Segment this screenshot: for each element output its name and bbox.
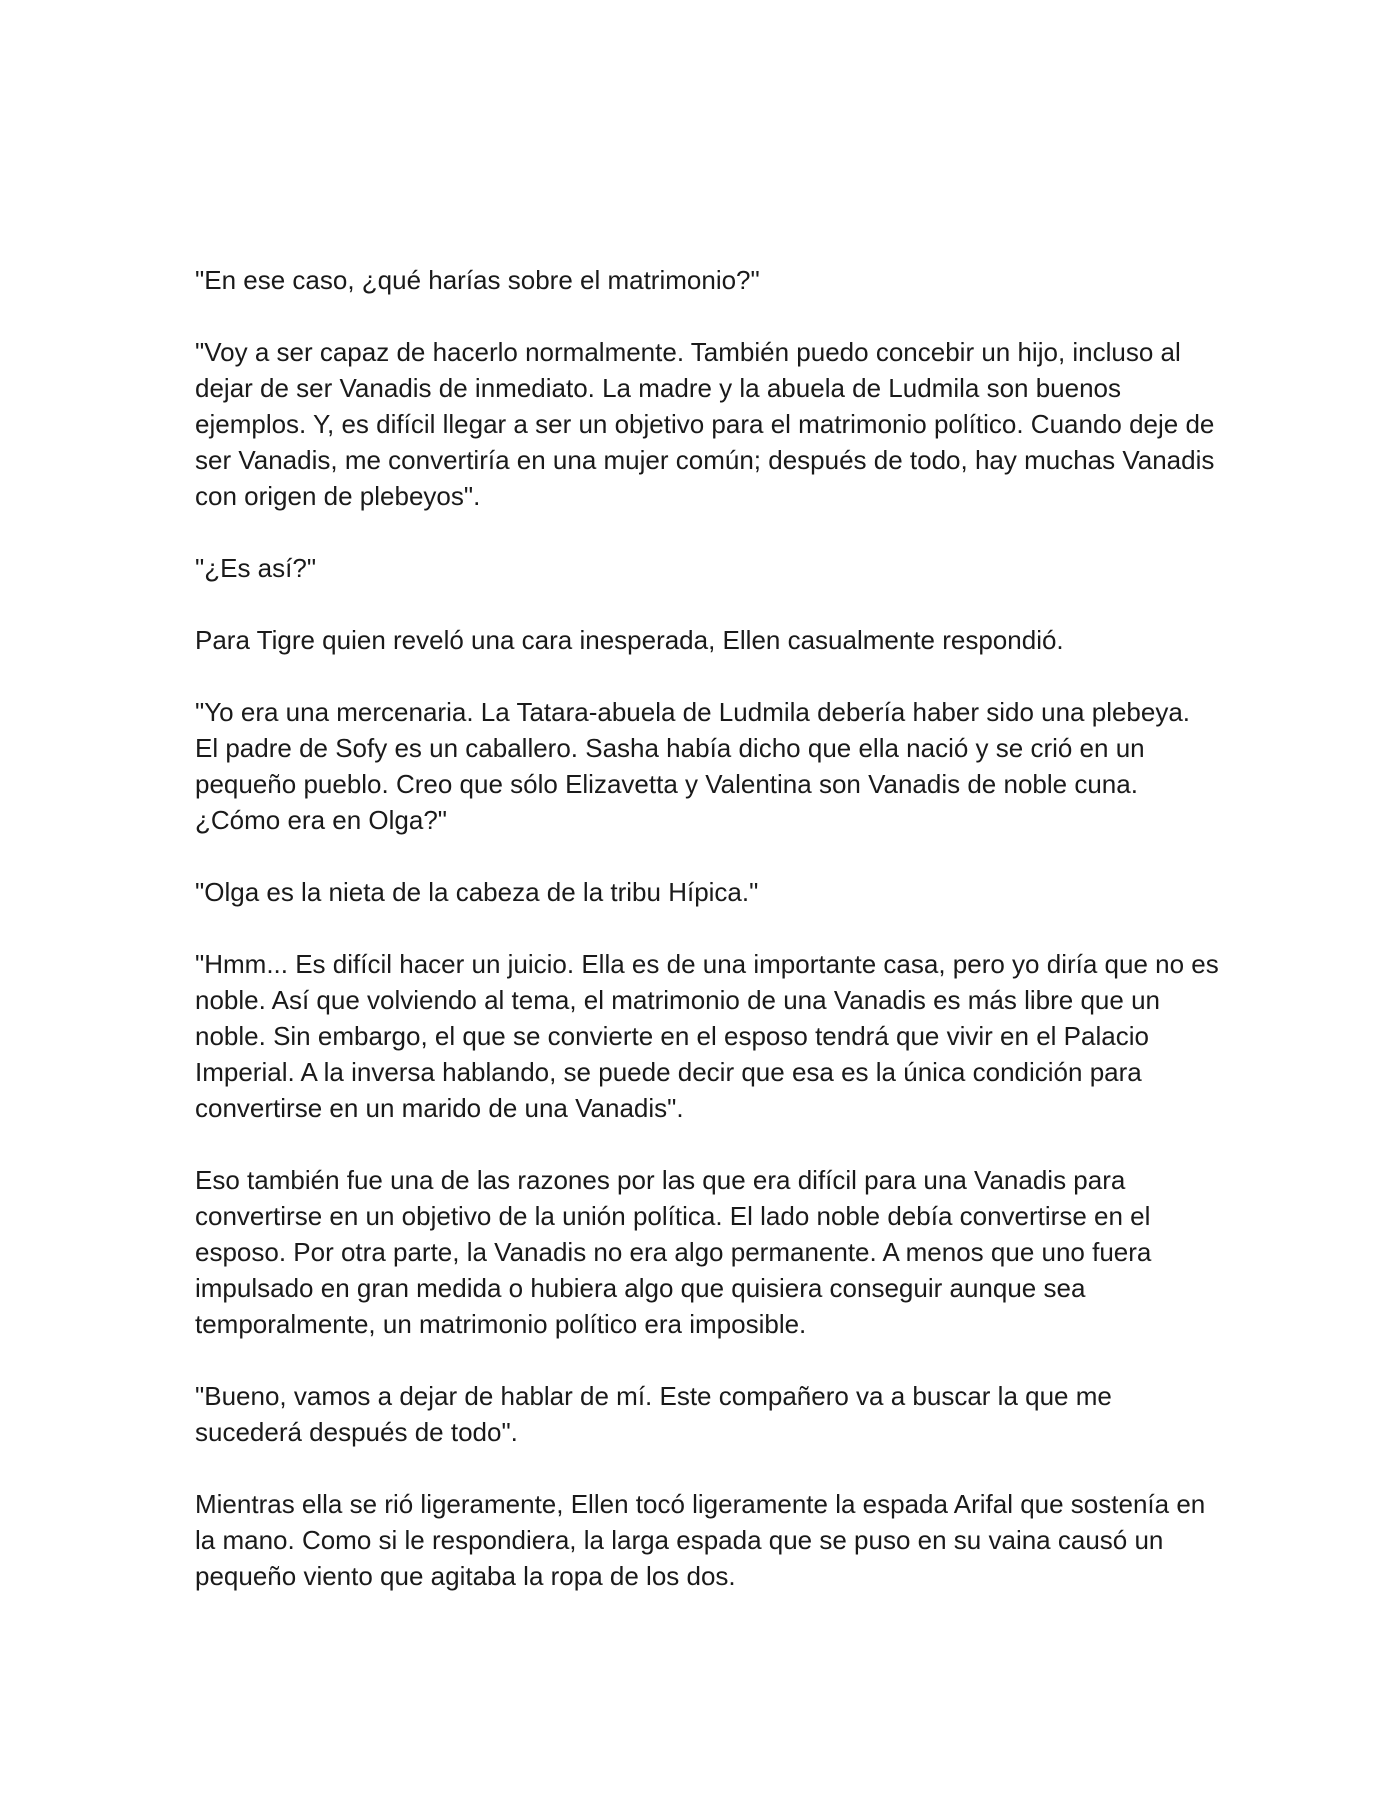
paragraph-5: "Yo era una mercenaria. La Tatara-abuela de Ludmila debería haber sido una plebeya. El padre de Sofy es un caballero. Sasha había dicho que ella nació y se crió en un pequeño pueblo. Creo que sólo Elizavetta y Valentina son Vanadis de noble cuna. ¿Cómo era en Olga?" bbox=[195, 697, 1191, 835]
paragraph-6: "Olga es la nieta de la cabeza de la tribu Hípica." bbox=[195, 877, 759, 907]
paragraph-7: "Hmm... Es difícil hacer un juicio. Ella es de una importante casa, pero yo diría que no es noble. Así que volviendo al tema, el matrimonio de una Vanadis es más libre que un noble. Sin embargo, el que se convierte en el esposo tendrá que vivir en el Palacio Imperial. A la inversa hablando, se puede decir que esa es la única condición para convertirse en un marido de una Vanadis". bbox=[195, 949, 1219, 1123]
paragraph-3: "¿Es así?" bbox=[195, 553, 317, 583]
paragraph-10: Mientras ella se rió ligeramente, Ellen tocó ligeramente la espada Arifal que sostenía en la mano. Como si le respondiera, la larga espada que se puso en su vaina causó un pequeño viento que agitaba la ropa de los dos. bbox=[195, 1489, 1206, 1591]
document-body bbox=[195, 262, 1220, 1630]
paragraph-4: Para Tigre quien reveló una cara inesperada, Ellen casualmente respondió. bbox=[195, 625, 1064, 655]
paragraph-9: "Bueno, vamos a dejar de hablar de mí. Este compañero va a buscar la que me sucederá después de todo". bbox=[195, 1381, 1112, 1447]
paragraph-2: "Voy a ser capaz de hacerlo normalmente. También puedo concebir un hijo, incluso al dejar de ser Vanadis de inmediato. La madre y la abuela de Ludmila son buenos ejemplos. Y, es difícil llegar a ser un objetivo para el matrimonio político. Cuando deje de ser Vanadis, me convertiría en una mujer común; después de todo, hay muchas Vanadis con origen de plebeyos". bbox=[195, 337, 1215, 511]
paragraph-1: "En ese caso, ¿qué harías sobre el matrimonio?" bbox=[195, 265, 760, 295]
paragraph-8: Eso también fue una de las razones por las que era difícil para una Vanadis para convertirse en un objetivo de la unión política. El lado noble debía convertirse en el esposo. Por otra parte, la Vanadis no era algo permanente. A menos que uno fuera impulsado en gran medida o hubiera algo que quisiera conseguir aunque sea temporalmente, un matrimonio político era imposible. bbox=[195, 1165, 1152, 1339]
